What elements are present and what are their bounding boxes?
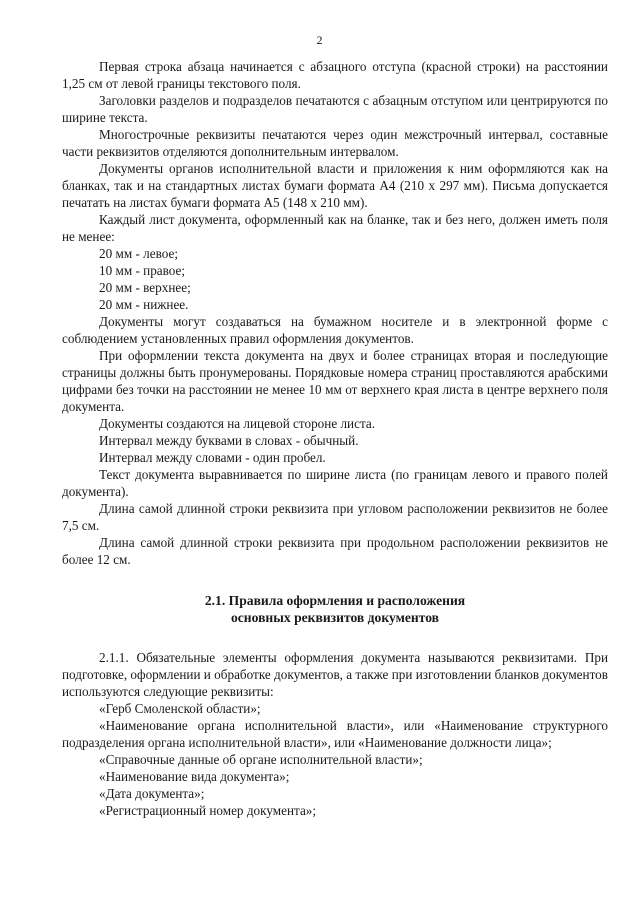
requisite-item: «Наименование органа исполнительной власти», или «Наименование структурного подразделения органа исполнительной власти», или «Наименование должности лица»;	[62, 718, 608, 750]
margin-item-bottom: 20 мм - нижнее.	[99, 297, 189, 312]
section-heading-line-1: 2.1. Правила оформления и расположения	[204, 593, 466, 608]
margin-item-right: 10 мм - правое;	[99, 263, 186, 278]
paragraph-letter-spacing: Интервал между буквами в словах - обычный.	[99, 433, 359, 448]
paragraph-multiline-requisites: Многострочные реквизиты печатаются через один межстрочный интервал, составные части реквизитов отделяются дополнительным интервалом.	[62, 127, 608, 159]
requisite-item: «Регистрационный номер документа»;	[99, 803, 317, 818]
paragraph-indent-rule: Первая строка абзаца начинается с абзацного отступа (красной строки) на расстоянии 1,25 см от левой границы текстового поля.	[62, 59, 608, 91]
requisite-item: «Дата документа»;	[99, 786, 205, 801]
paragraph-word-spacing: Интервал между словами - один пробел.	[99, 450, 326, 465]
paragraph-headings-rule: Заголовки разделов и подразделов печатаются с абзацным отступом или центрируются по ширине текста.	[62, 93, 608, 125]
page-number: 2	[316, 33, 323, 47]
paragraph-longitudinal-line-length: Длина самой длинной строки реквизита при продольном расположении реквизитов не более 12 см.	[62, 535, 608, 567]
paragraph-paper-formats: Документы органов исполнительной власти и приложения к ним оформляются как на бланках, так и на стандартных листах бумаги формата А4 (210 х 297 мм). Письма допускается печатать на листах бумаги формата А5 (148 х 210 мм).	[62, 161, 608, 210]
paragraph-justification: Текст документа выравнивается по ширине листа (по границам левого и правого полей документа).	[62, 467, 608, 499]
margin-item-left: 20 мм - левое;	[99, 246, 179, 261]
margin-item-top: 20 мм - верхнее;	[99, 280, 191, 295]
paragraph-corner-line-length: Длина самой длинной строки реквизита при угловом расположении реквизитов не более 7,5 см.	[62, 501, 608, 533]
section-heading-line-2: основных реквизитов документов	[230, 610, 440, 625]
paragraph-media: Документы могут создаваться на бумажном носителе и в электронной форме с соблюдением установленных правил оформления документов.	[62, 314, 608, 346]
paragraph-margins-intro: Каждый лист документа, оформленный как на бланке, так и без него, должен иметь поля не менее:	[62, 212, 608, 244]
requisite-item: «Справочные данные об органе исполнительной власти»;	[99, 752, 423, 767]
document-body	[62, 58, 608, 819]
requisite-item: «Герб Смоленской области»;	[99, 701, 261, 716]
requisite-item: «Наименование вида документа»;	[99, 769, 290, 784]
paragraph-front-side: Документы создаются на лицевой стороне листа.	[99, 416, 376, 431]
paragraph-requisites-definition: 2.1.1. Обязательные элементы оформления документа называются реквизитами. При подготовке, оформлении и обработке документов, а также при изготовлении бланков документов используются следующие реквизиты:	[62, 650, 608, 699]
paragraph-page-numbering: При оформлении текста документа на двух и более страницах вторая и последующие страницы должны быть пронумерованы. Порядковые номера страниц проставляются арабскими цифрами без точки на расстоянии не менее 10 мм от верхнего края листа в центре верхнего поля документа.	[62, 348, 608, 414]
